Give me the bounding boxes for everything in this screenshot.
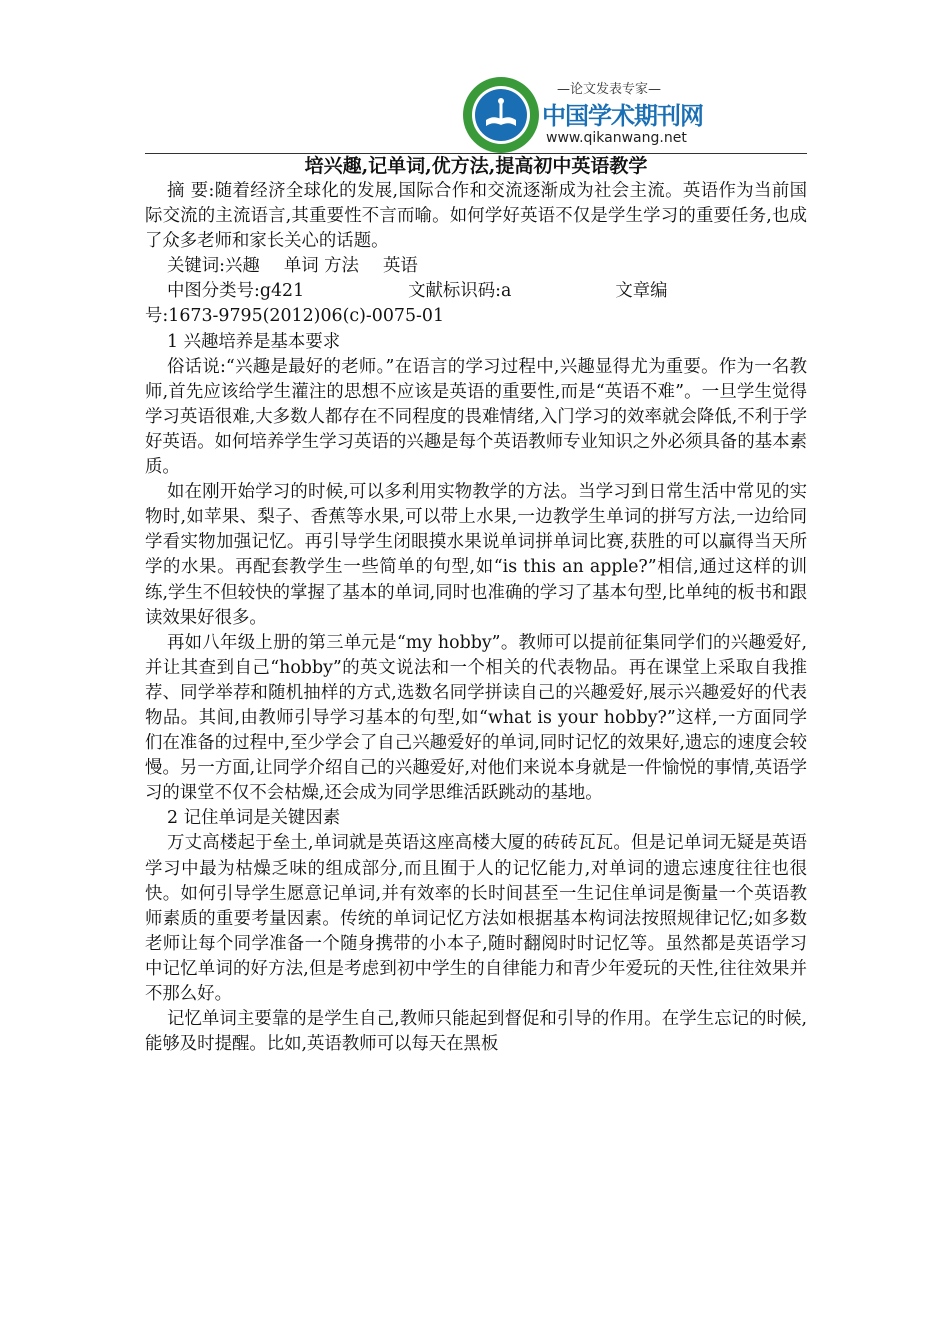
section-heading-2: 2 记住单词是关键因素 bbox=[167, 808, 341, 829]
document-code: 文献标识码:a bbox=[408, 281, 512, 302]
paragraph: 如在刚开始学习的时候,可以多利用实物教学的方法。当学习到日常生活中常见的实物时,如苹果、梨子、香蕉等水果,可以带上水果,一边教学生单词的拼写方法,一边给同学看实物加强记忆。再引导学生闭眼摸水果说单词拼单词比赛,获胜的可以赢得当天所学的水果。再配套教学生一些简单的句型,如“is this an apple?”相信,通过这样的训练,学生不但较快的掌握了基本的单词,同时也准确的学习了基本句型,比单纯的板书和跟读效果好很多。 bbox=[145, 482, 807, 628]
keywords bbox=[145, 254, 807, 279]
publisher-logo bbox=[462, 76, 707, 154]
logo-name: 中国学术期刊网 bbox=[542, 102, 703, 130]
article-title: 培兴趣,记单词,优方法,提高初中英语教学 bbox=[304, 155, 648, 177]
paragraph: 俗话说:“兴趣是最好的老师。”在语言的学习过程中,兴趣显得尤为重要。作为一名教师,首先应该给学生灌注的思想不应该是英语的重要性,而是“英语不难”。一旦学生觉得学习英语很难,大多数人都存在不同程度的畏难情绪,入门学习的效率就会降低,不利于学好英语。如何培养学生学习英语的兴趣是每个英语教师专业知识之外必须具备的基本素质。 bbox=[145, 356, 807, 478]
paragraph: 再如八年级上册的第三单元是“my hobby”。教师可以提前征集同学们的兴趣爱好,并让其查到自己“hobby”的英文说法和一个相关的代表物品。再在课堂上采取自我推荐、同学举荐和随机抽样的方式,选数名同学拼读自己的兴趣爱好,展示兴趣爱好的代表物品。其间,由教师引导学习基本的句型,如“what is your hobby?”这样,一方面同学们在准备的过程中,至少学会了自己兴趣爱好的单词,同时记忆的效果好,遗忘的速度会较慢。另一方面,让同学介绍自己的兴趣爱好,对他们来说本身就是一件愉悦的事情,英语学习的课堂不仅不会枯燥,还会成为同学思维活跃跳动的基地。 bbox=[145, 632, 807, 804]
section-heading-1: 1 兴趣培养是基本要求 bbox=[167, 331, 341, 352]
paragraph: 万丈高楼起于垒土,单词就是英语这座高楼大厦的砖砖瓦瓦。但是记单词无疑是英语学习中最为枯燥乏味的组成部分,而且囿于人的记忆能力,对单词的遗忘速度往往也很快。如何引导学生愿意记单词,并有效率的长时间甚至一生记住单词是衡量一个英语教师素质的重要考量因素。传统的单词记忆方法如根据基本构词法按照规律记忆;如多数老师让每个同学准备一个随身携带的小本子,随时翻阅时时记忆等。虽然都是英语学习中记忆单词的好方法,但是考虑到初中学生的自律能力和青少年爱玩的天性,往往效果并不那么好。 bbox=[145, 833, 807, 1004]
logo-tagline: —论文发表专家— bbox=[557, 82, 662, 97]
article-number: 号:1673-9795(2012)06(c)-0075-01 bbox=[145, 306, 445, 327]
paragraph: 记忆单词主要靠的是学生自己,教师只能起到督促和引导的作用。在学生忘记的时候,能够及时提醒。比如,英语教师可以每天在黑板 bbox=[145, 1009, 807, 1055]
keywords-label: 关键词:兴趣 bbox=[167, 256, 260, 277]
abstract: 摘 要:随着经济全球化的发展,国际合作和交流逐渐成为社会主流。英语作为当前国际交流的主流语言,其重要性不言而喻。如何学好英语不仅是学生学习的重要任务,也成了众多老师和家长关心的话题。 bbox=[145, 181, 807, 252]
article-body bbox=[145, 179, 807, 1057]
keyword: 方法 bbox=[324, 256, 359, 277]
article bbox=[145, 153, 807, 1057]
keyword: 单词 bbox=[283, 256, 319, 277]
classification-line bbox=[145, 279, 807, 304]
clc-number: 中图分类号:g421 bbox=[167, 281, 305, 302]
keyword: 英语 bbox=[382, 256, 418, 277]
article-number-label: 文章编 bbox=[615, 281, 668, 302]
logo-url: www.qikanwang.net bbox=[546, 130, 687, 146]
journal-seal-icon bbox=[462, 76, 540, 154]
